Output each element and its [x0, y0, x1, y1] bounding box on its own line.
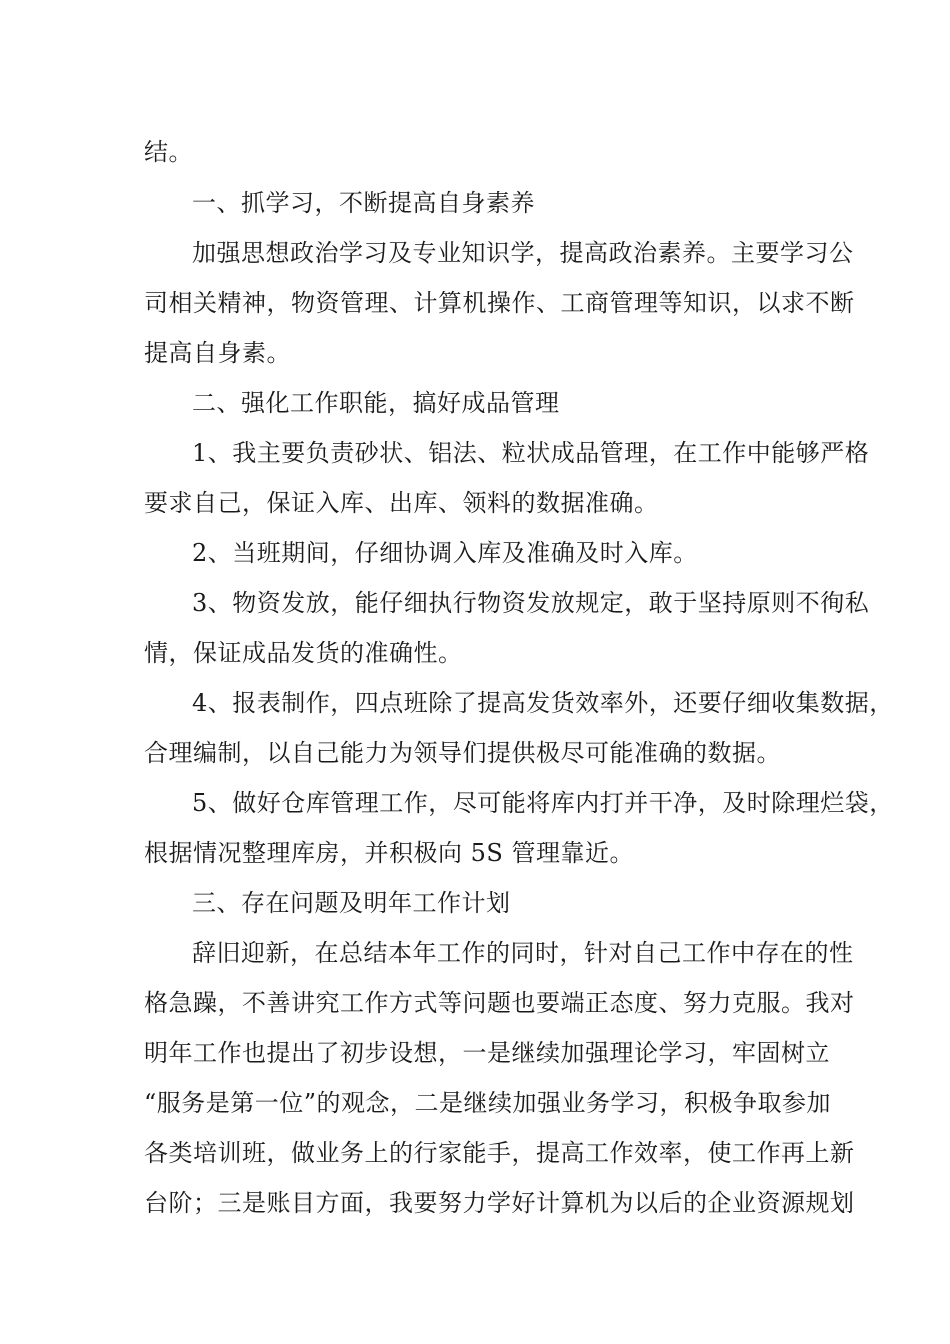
- paragraph-line: 5、做好仓库管理工作，尽可能将库内打并干净，及时除理烂袋，: [192, 789, 894, 817]
- paragraph-line: 2、当班期间，仔细协调入库及准确及时入库。: [192, 539, 698, 567]
- section-heading: 二、强化工作职能，搞好成品管理: [192, 389, 560, 417]
- paragraph-line: 各类培训班，做业务上的行家能手，提高工作效率，使工作再上新: [144, 1139, 855, 1167]
- paragraph-line: 明年工作也提出了初步设想，一是继续加强理论学习，牢固树立: [144, 1039, 830, 1067]
- paragraph-line: 合理编制，以自己能力为领导们提供极尽可能准确的数据。: [144, 739, 781, 767]
- paragraph-line: 3、物资发放，能仔细执行物资发放规定，敢于坚持原则不徇私: [192, 589, 870, 617]
- paragraph-line: 情，保证成品发货的准确性。: [144, 639, 463, 667]
- paragraph-line: 1、我主要负责砂状、铝法、粒状成品管理，在工作中能够严格: [192, 439, 870, 467]
- paragraph-line: “服务是第一位”的观念，二是继续加强业务学习，积极争取参加: [144, 1089, 832, 1117]
- paragraph-line: 根据情况整理库房，并积极向 5S 管理靠近。: [144, 839, 634, 867]
- section-heading: 一、抓学习，不断提高自身素养: [192, 189, 535, 217]
- paragraph-line: 台阶；三是账目方面，我要努力学好计算机为以后的企业资源规划: [144, 1189, 855, 1217]
- paragraph-line: 要求自己，保证入库、出库、领料的数据准确。: [144, 489, 659, 517]
- paragraph-line: 格急躁，不善讲究工作方式等问题也要端正态度、努力克服。我对: [144, 989, 855, 1017]
- paragraph-line: 辞旧迎新，在总结本年工作的同时，针对自己工作中存在的性: [192, 939, 854, 967]
- paragraph-line: 司相关精神，物资管理、计算机操作、工商管理等知识，以求不断: [144, 289, 855, 317]
- paragraph-line: 提高自身素。: [144, 339, 291, 367]
- section-heading: 三、存在问题及明年工作计划: [192, 889, 511, 917]
- paragraph-line: 加强思想政治学习及专业知识学，提高政治素养。主要学习公: [192, 239, 854, 267]
- paragraph-line: 4、报表制作，四点班除了提高发货效率外，还要仔细收集数据，: [192, 689, 894, 717]
- paragraph-line: 结。: [144, 138, 193, 166]
